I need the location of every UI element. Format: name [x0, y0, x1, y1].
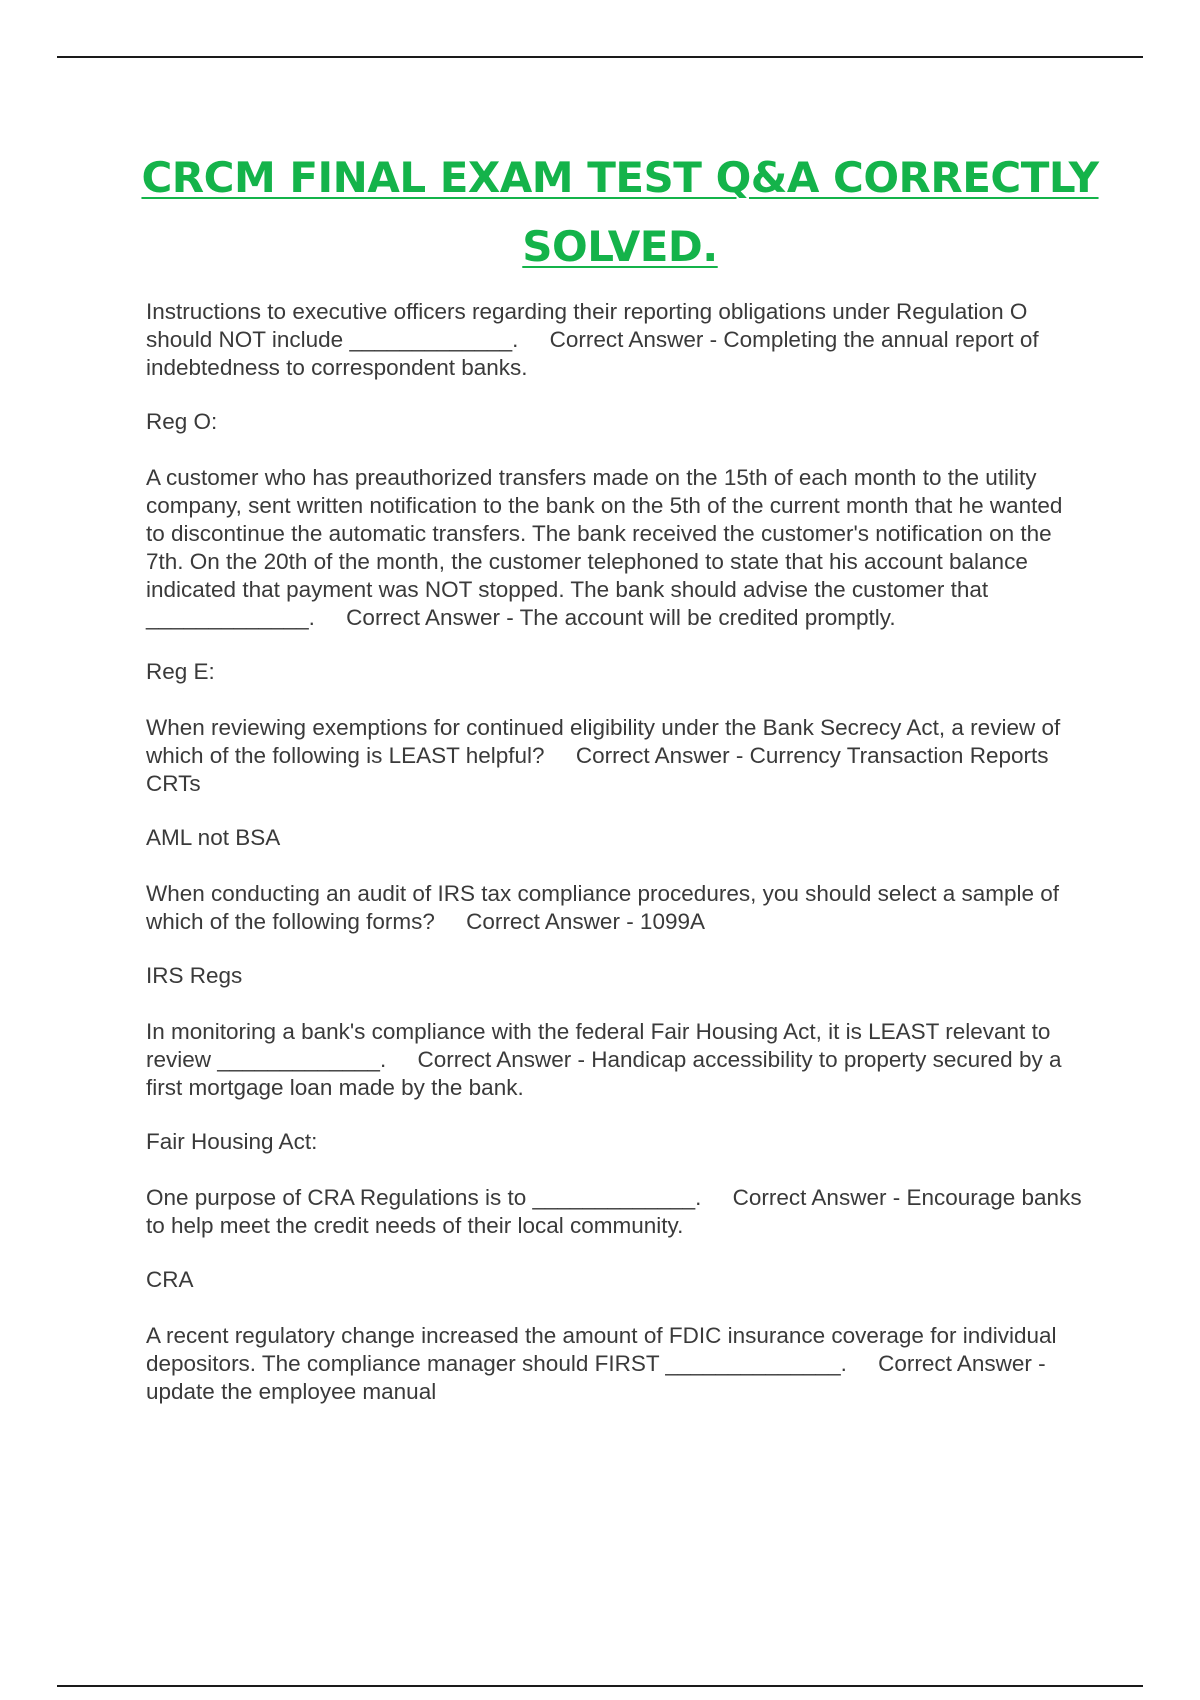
category-label-fair-housing: Fair Housing Act:	[146, 1129, 318, 1154]
category-label-irs: IRS Regs	[146, 963, 243, 988]
qa-question-bsa: When reviewing exemptions for continued eligibility under the Bank Secrecy Act, a review of which of the following is LEAST helpful? Correct Answer - Currency Transaction Reports CRTs	[146, 715, 1067, 796]
qa-question-reg-e: A customer who has preauthorized transfers made on the 15th of each month to the utility company, sent written notification to the bank on the 5th of the current month that he wanted to discontinue the automatic transfers. The bank received the customer's notification on the 7th. On the 20th of the month, the customer telephoned to state that his account balance indicated that payment was NOT stopped. The bank should advise the customer that _____________. Correct Answer - The account will be credited promptly.	[146, 465, 1069, 630]
header-rule	[57, 56, 1143, 58]
document-title	[100, 143, 1140, 281]
category-label-cra: CRA	[146, 1267, 194, 1292]
category-label-aml: AML not BSA	[146, 825, 281, 850]
title-line-2: SOLVED.	[522, 222, 718, 271]
qa-question-cra: One purpose of CRA Regulations is to _____________. Correct Answer - Encourage banks to help meet the credit needs of their local community.	[146, 1185, 1088, 1238]
category-label-reg-e: Reg E:	[146, 659, 215, 684]
qa-question-reg-o: Instructions to executive officers regarding their reporting obligations under Regulation O should NOT include _____________. Correct Answer - Completing the annual report of indebtedness to correspondent banks.	[146, 299, 1045, 380]
title-line-1: CRCM FINAL EXAM TEST Q&A CORRECTLY	[141, 153, 1099, 202]
qa-content	[146, 298, 1086, 1432]
category-label-reg-o: Reg O:	[146, 409, 218, 434]
qa-question-fdic: A recent regulatory change increased the amount of FDIC insurance coverage for individual depositors. The compliance manager should FIRST ______________. Correct Answer - update the employee manual	[146, 1323, 1063, 1404]
qa-question-irs: When conducting an audit of IRS tax compliance procedures, you should select a sample of which of the following forms? Correct Answer - 1099A	[146, 881, 1066, 934]
qa-question-fair-housing: In monitoring a bank's compliance with the federal Fair Housing Act, it is LEAST relevant to review _____________. Correct Answer - Handicap accessibility to property secured by a first mortgage loan made by the bank.	[146, 1019, 1068, 1100]
footer-rule	[57, 1685, 1143, 1687]
